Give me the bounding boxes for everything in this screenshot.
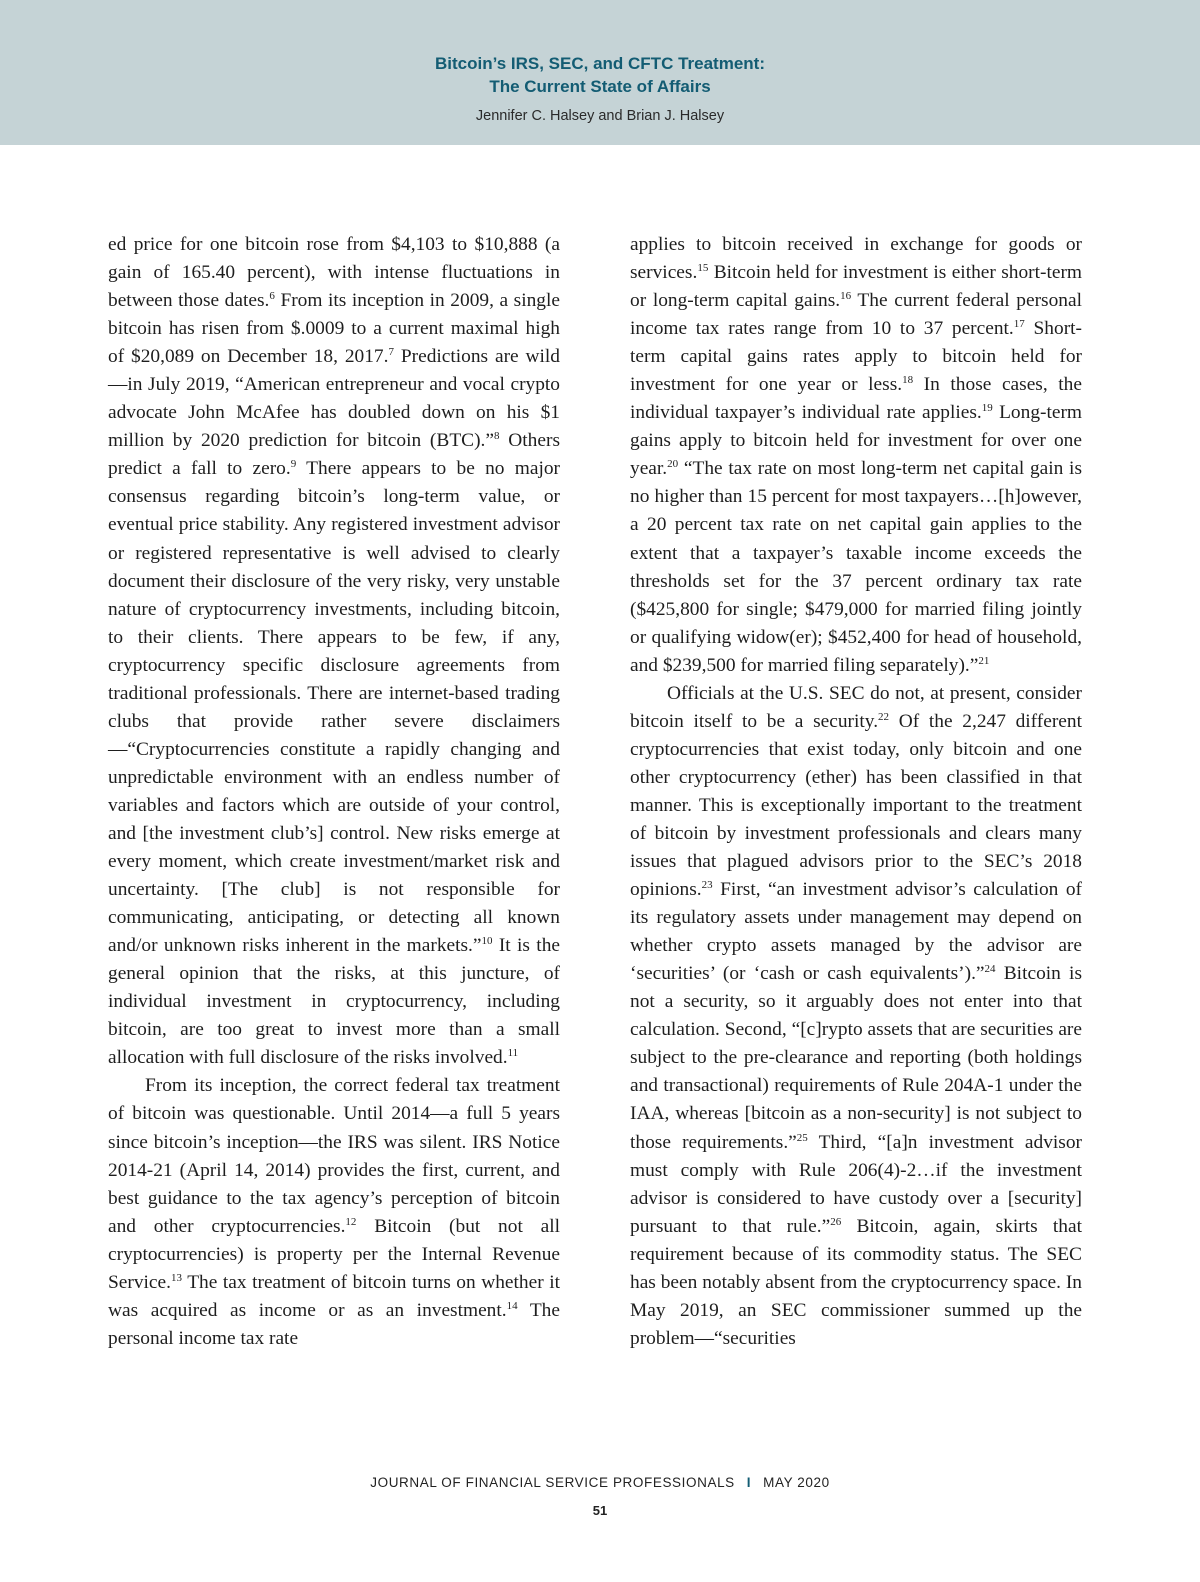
footnote-reference: 17 bbox=[1013, 318, 1025, 331]
footnote-reference: 23 bbox=[701, 879, 713, 892]
text-run: From its inception, the correct federal tax treatment of bitcoin was questionable. Until 2014—a full 5 years since bitcoin’s inception—the IRS was silent. IRS Notice 2014-21 (April 14, 2014) provides the first, current, and best guidance to the tax agency’s perception of bitcoin and other cryptocurrencies. bbox=[108, 1075, 560, 1237]
text-run: There appears to be no major consensus regarding bitcoin’s long-term value, or eventual price stability. Any registered investment advisor or registered representative is well advised to clearly document their disclosure of the very risky, very unstable nature of cryptocurrency investments, including bitcoin, to their clients. There appears to be few, if any, cryptocurrency specific disclosure agreements from traditional professionals. There are internet-based trading clubs that provide rather severe disclaimers—“Cryptocurrencies constitute a rapidly changing and unpredictable environment with an endless number of variables and factors which are outside of your control, and [the investment club’s] control. New risks emerge at every moment, which create investment/market risk and uncertainty. [The club] is not responsible for communicating, anticipating, or detecting all known and/or unknown risks inherent in the markets.” bbox=[108, 458, 560, 957]
footnote-reference: 22 bbox=[878, 710, 890, 723]
footnote-reference: 18 bbox=[902, 374, 914, 387]
footnote-reference: 16 bbox=[840, 290, 852, 303]
text-run: Others predict a fall to zero. bbox=[108, 430, 560, 480]
footnote-reference: 9 bbox=[290, 458, 297, 471]
footnote-reference: 10 bbox=[481, 935, 493, 948]
paragraph bbox=[630, 680, 1082, 1353]
text-run: Bitcoin, again, skirts that requirement because of its commodity status. The SEC has been notably absent from the cryptocurrency space. In May 2019, an SEC commissioner summed up the problem—“securities bbox=[630, 1215, 1082, 1349]
article-title-line-2: The Current State of Affairs bbox=[489, 77, 711, 96]
paragraph bbox=[108, 1072, 560, 1352]
page-number: 51 bbox=[592, 1503, 608, 1518]
footnote-reference: 13 bbox=[171, 1271, 182, 1284]
footnote-reference: 14 bbox=[506, 1299, 518, 1312]
text-run: Predictions are wild—in July 2019, “American entrepreneur and vocal crypto advocate John McAfee has doubled down on his $1 million by 2020 prediction for bitcoin (BTC).” bbox=[108, 346, 561, 452]
footnote-reference: 20 bbox=[667, 458, 679, 471]
text-run: applies to bitcoin received in exchange for goods or services. bbox=[630, 234, 1082, 284]
footnote-reference: 26 bbox=[830, 1215, 842, 1228]
footnote-reference: 12 bbox=[345, 1215, 357, 1228]
text-run: Of the 2,247 different cryptocurrencies that exist today, only bitcoin and one other cryptocurrency (ether) has been classified in that manner. This is exceptionally important to the treatment of bitcoin by investment professionals and clears many issues that plagued advisors prior to the SEC’s 2018 opinions. bbox=[630, 710, 1082, 901]
right-text-column bbox=[630, 231, 1082, 1353]
footnote-reference: 21 bbox=[978, 654, 990, 667]
text-run: Long-term gains apply to bitcoin held for investment for over one year. bbox=[630, 402, 1083, 480]
text-run: In those cases, the individual taxpayer’s individual rate applies. bbox=[630, 374, 1082, 424]
footnote-reference: 19 bbox=[981, 402, 993, 415]
page-footer bbox=[0, 1475, 1200, 1490]
text-run: Bitcoin is not a security, so it arguably does not enter into that calculation. Second, “[c]rypto assets that are securities are subject to the pre-clearance and reporting (both holdings and transactional) requirements of Rule 204A-1 under the IAA, whereas [bitcoin as a non-security] is not subject to those requirements.” bbox=[630, 963, 1082, 1153]
footnote-reference: 7 bbox=[388, 346, 394, 359]
text-run: Bitcoin held for investment is either short-term or long-term capital gains. bbox=[630, 262, 1082, 312]
text-run: First, “an investment advisor’s calculation of its regulatory assets under management may depend on whether crypto assets managed by the advisor are ‘securities’ (or ‘cash or cash equivalents’).” bbox=[630, 879, 1082, 985]
journal-name: JOURNAL OF FINANCIAL SERVICE PROFESSIONALS bbox=[370, 1475, 735, 1490]
footer-separator: I bbox=[746, 1475, 752, 1490]
issue-date: MAY 2020 bbox=[763, 1475, 830, 1490]
text-run: Bitcoin (but not all cryptocurrencies) is property per the Internal Revenue Service. bbox=[108, 1215, 560, 1293]
left-text-column bbox=[108, 231, 560, 1353]
footnote-reference: 6 bbox=[269, 290, 275, 303]
footnote-reference: 15 bbox=[697, 262, 709, 275]
footnote-reference: 11 bbox=[507, 1047, 519, 1060]
article-title-line-1: Bitcoin’s IRS, SEC, and CFTC Treatment: bbox=[435, 54, 765, 73]
paragraph bbox=[108, 231, 560, 1072]
article-header bbox=[0, 0, 1200, 145]
text-run: From its inception in 2009, a single bitcoin has risen from $.0009 to a current maximal high of $20,089 on December 18, 2017. bbox=[108, 290, 560, 368]
text-run: The current federal personal income tax rates range from 10 to 37 percent. bbox=[630, 290, 1082, 340]
footnote-reference: 8 bbox=[494, 430, 500, 443]
footnote-reference: 25 bbox=[796, 1131, 808, 1144]
text-run: ed price for one bitcoin rose from $4,103 to $10,888 (a gain of 165.40 percent), with intense fluctuations in between those dates. bbox=[108, 234, 560, 312]
footnote-reference: 24 bbox=[984, 963, 996, 976]
paragraph bbox=[630, 231, 1082, 680]
text-run: Third, “[a]n investment advisor must comply with Rule 206(4)-2…if the investment advisor is considered to have custody over a [security] pursuant to that rule.” bbox=[630, 1131, 1082, 1237]
text-run: It is the general opinion that the risks, at this juncture, of individual investment in cryptocurrency, including bitcoin, are too great to invest more than a small allocation with full disclosure of the risks involved. bbox=[108, 935, 560, 1069]
text-run: Officials at the U.S. SEC do not, at present, consider bitcoin itself to be a security. bbox=[630, 682, 1082, 732]
article-authors: Jennifer C. Halsey and Brian J. Halsey bbox=[475, 108, 725, 124]
text-run: Short-term capital gains rates apply to bitcoin held for investment for one year or less. bbox=[630, 318, 1082, 396]
text-run: The tax treatment of bitcoin turns on whether it was acquired as income or as an investment. bbox=[108, 1271, 560, 1321]
text-run: The personal income tax rate bbox=[108, 1299, 560, 1349]
text-run: “The tax rate on most long-term net capital gain is no higher than 15 percent for most taxpayers…[h]owever, a 20 percent tax rate on net capital gain applies to the extent that a taxpayer’s taxable income exceeds the thresholds set for the 37 percent ordinary tax rate ($425,800 for single; $479,000 for married filing jointly or qualifying widow(er); $452,400 for head of household, and $239,500 for married filing separately).” bbox=[630, 458, 1082, 676]
